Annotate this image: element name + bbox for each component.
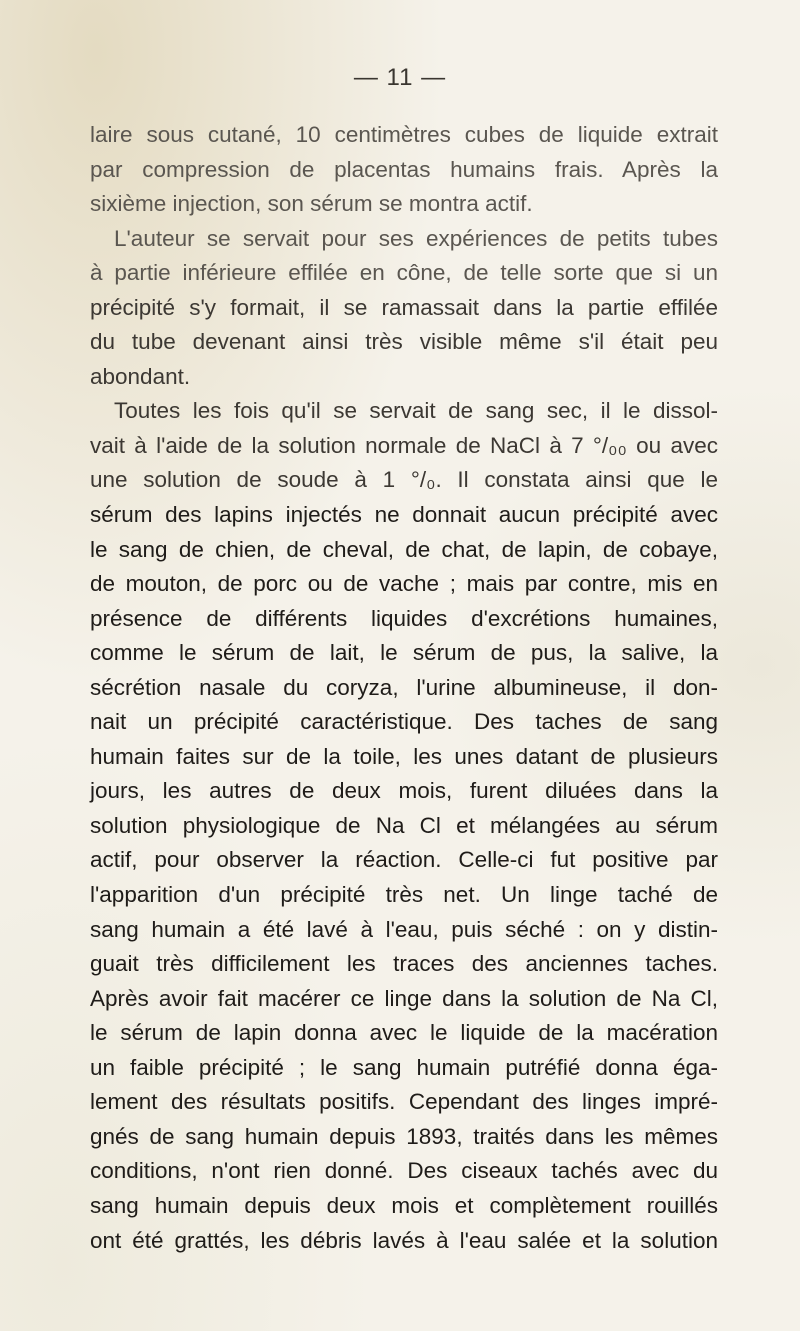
text-line: humain faites sur de la toile, les unes datant de plusieurs (90, 743, 718, 769)
text-line: Après avoir fait macérer ce linge dans la solution de Na Cl, (90, 985, 718, 1011)
text-line: une solution de soude à 1 °/₀. Il constata ainsi que le (90, 467, 718, 493)
text-line: laire sous cutané, 10 centimètres cubes de liquide extrait (90, 122, 718, 147)
text-line: guait très difficilement les traces des anciennes taches. (90, 951, 718, 977)
text-line: l'apparition d'un précipité très net. Un linge taché de (90, 882, 718, 908)
text-line: sang humain depuis deux mois et complètement rouillés (90, 1192, 718, 1218)
text-line: abondant. (90, 363, 191, 389)
text-line: ont été grattés, les débris lavés à l'eau salée et la solution (90, 1227, 718, 1253)
text-line: jours, les autres de deux mois, furent diluées dans la (90, 778, 718, 804)
text-line: sérum des lapins injectés ne donnait aucun précipité avec (90, 502, 718, 528)
text-line: actif, pour observer la réaction. Celle-ci fut positive par (90, 847, 718, 873)
text-line: sang humain a été lavé à l'eau, puis séché : on y distin- (90, 916, 718, 942)
text-line: nait un précipité caractéristique. Des taches de sang (90, 709, 718, 735)
text-line: Toutes les fois qu'il se servait de sang sec, il le dissol- (114, 398, 718, 424)
text-line: le sang de chien, de cheval, de chat, de lapin, de cobaye, (90, 536, 718, 562)
text-line: solution physiologique de Na Cl et mélangées au sérum (90, 812, 718, 838)
text-line: lement des résultats positifs. Cependant des linges impré- (90, 1089, 718, 1115)
text-line: vait à l'aide de la solution normale de NaCl à 7 °/₀₀ ou avec (90, 432, 718, 458)
text-line: L'auteur se servait pour ses expériences de petits tubes (114, 225, 718, 251)
page-number: — 11 — (353, 64, 447, 91)
text-line: comme le sérum de lait, le sérum de pus, la salive, la (90, 640, 718, 666)
text-line: conditions, n'ont rien donné. Des ciseaux tachés avec du (90, 1158, 718, 1184)
text-line: par compression de placentas humains frais. Après la (90, 156, 718, 182)
text-line: gnés de sang humain depuis 1893, traités dans les mêmes (90, 1123, 718, 1149)
text-line: le sérum de lapin donna avec le liquide de la macération (90, 1020, 718, 1046)
text-line: du tube devenant ainsi très visible même s'il était peu (90, 329, 718, 355)
text-line: sécrétion nasale du coryza, l'urine albumineuse, il don- (90, 674, 718, 700)
text-line: de mouton, de porc ou de vache ; mais par contre, mis en (90, 571, 718, 597)
text-line: sixième injection, son sérum se montra actif. (90, 191, 533, 217)
text-line: présence de différents liquides d'excrétions humaines, (90, 605, 718, 631)
body-text (90, 118, 718, 1258)
text-line: précipité s'y formait, il se ramassait dans la partie effilée (90, 294, 718, 320)
text-line: un faible précipité ; le sang humain putréfié donna éga- (90, 1054, 718, 1080)
text-line: à partie inférieure effilée en cône, de telle sorte que si un (90, 260, 718, 286)
